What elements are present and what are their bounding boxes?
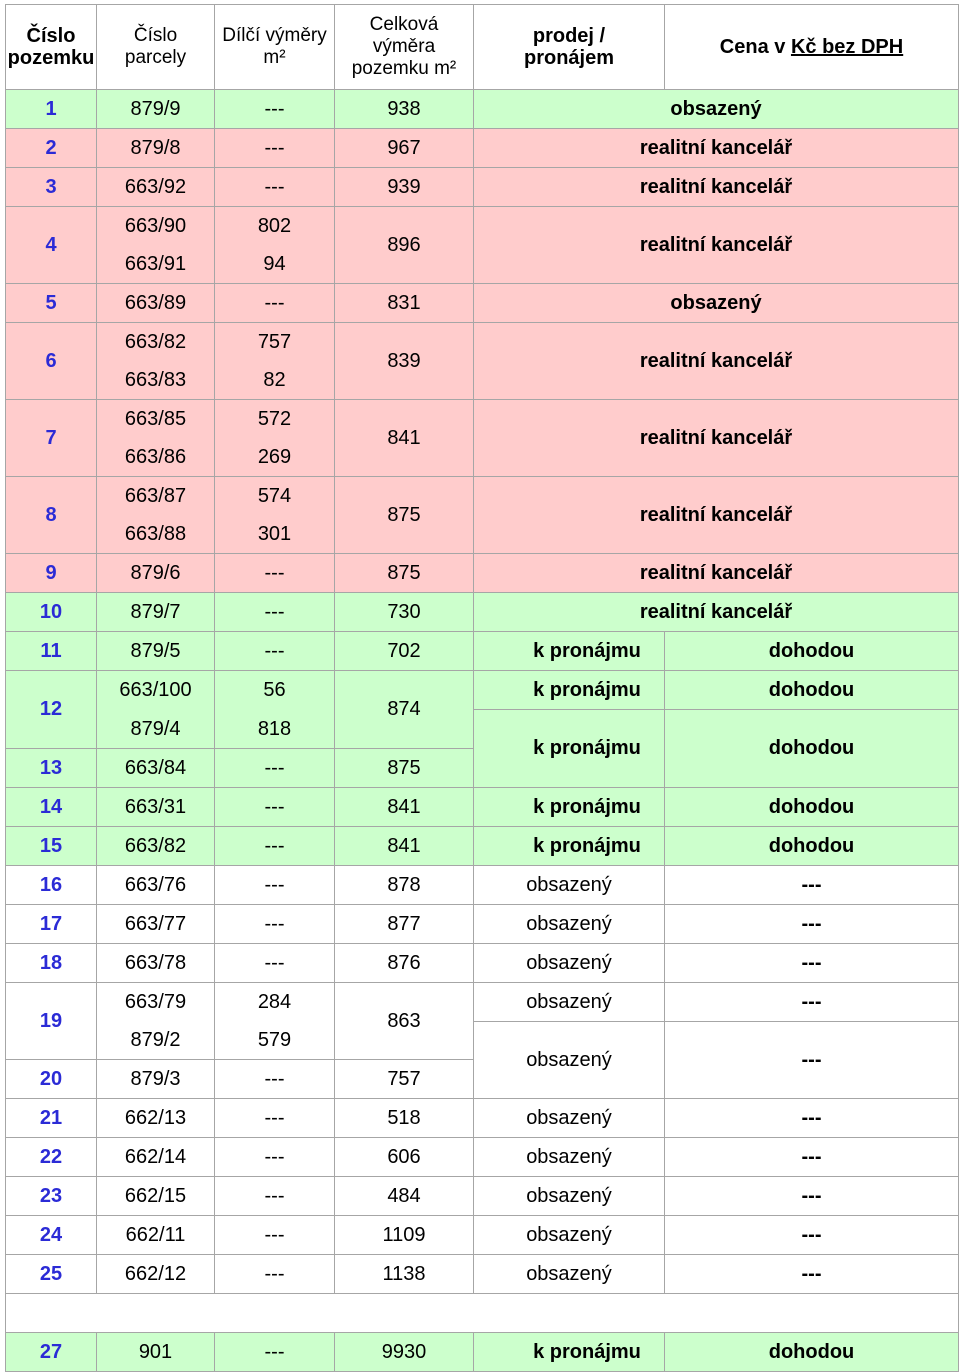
- gap-cell: [6, 1294, 959, 1333]
- table-row: [6, 129, 959, 168]
- pozemek-number: 1: [6, 90, 97, 129]
- partial-area: ---: [215, 1255, 335, 1294]
- price: ---: [665, 1021, 959, 1099]
- partial-area: 574: [215, 477, 335, 516]
- partial-area: 284: [215, 982, 335, 1021]
- pozemek-number: 24: [6, 1216, 97, 1255]
- price: ---: [665, 865, 959, 904]
- total-area: 874: [335, 671, 474, 749]
- header-row: [6, 5, 959, 90]
- partial-area: ---: [215, 1333, 335, 1372]
- price: dohodou: [665, 1333, 959, 1372]
- total-area: 730: [335, 593, 474, 632]
- total-area: 896: [335, 207, 474, 284]
- partial-area: ---: [215, 284, 335, 323]
- partial-area: ---: [215, 168, 335, 207]
- parcel-number: 879/2: [97, 1021, 215, 1060]
- table-row: [6, 943, 959, 982]
- total-area: 831: [335, 284, 474, 323]
- total-area: 841: [335, 400, 474, 477]
- pozemek-number: 13: [6, 748, 97, 787]
- status: realitní kancelář: [474, 323, 959, 400]
- total-area: 875: [335, 748, 474, 787]
- parcel-number: 662/15: [97, 1177, 215, 1216]
- pozemek-number: 11: [6, 632, 97, 671]
- partial-area: ---: [215, 129, 335, 168]
- partial-area: ---: [215, 1099, 335, 1138]
- total-area: 757: [335, 1060, 474, 1099]
- pozemek-number: 3: [6, 168, 97, 207]
- table-row: [6, 982, 959, 1021]
- total-area: 876: [335, 943, 474, 982]
- price: dohodou: [665, 787, 959, 826]
- partial-area: ---: [215, 1060, 335, 1099]
- partial-area: ---: [215, 554, 335, 593]
- header-cislo-parcely: Číslo parcely: [97, 5, 215, 90]
- table-row: [6, 865, 959, 904]
- pozemek-number: 20: [6, 1060, 97, 1099]
- table-row: [6, 1333, 959, 1372]
- parcel-number: 879/8: [97, 129, 215, 168]
- price: dohodou: [665, 710, 959, 788]
- parcel-number: 879/4: [97, 710, 215, 749]
- parcel-number: 879/6: [97, 554, 215, 593]
- total-area: 877: [335, 904, 474, 943]
- partial-area: 572: [215, 400, 335, 439]
- rental-mode: k pronájmu: [474, 632, 665, 671]
- partial-area: 757: [215, 323, 335, 362]
- pozemek-number: 23: [6, 1177, 97, 1216]
- pozemek-number: 21: [6, 1099, 97, 1138]
- rental-mode: obsazený: [474, 1255, 665, 1294]
- parcel-number: 663/89: [97, 284, 215, 323]
- table-row: [6, 1177, 959, 1216]
- status: obsazený: [474, 90, 959, 129]
- total-area: 967: [335, 129, 474, 168]
- status: realitní kancelář: [474, 207, 959, 284]
- parcel-number: 663/79: [97, 982, 215, 1021]
- table-row: [6, 168, 959, 207]
- partial-area: 818: [215, 710, 335, 749]
- parcel-number: 663/84: [97, 748, 215, 787]
- pozemek-number: 19: [6, 982, 97, 1060]
- pozemek-number: 18: [6, 943, 97, 982]
- rental-mode: k pronájmu: [474, 787, 665, 826]
- partial-area: ---: [215, 1216, 335, 1255]
- table-row: [6, 632, 959, 671]
- table-row: [6, 207, 959, 246]
- total-area: 1138: [335, 1255, 474, 1294]
- partial-area: 94: [215, 245, 335, 284]
- pozemek-number: 2: [6, 129, 97, 168]
- table-row: [6, 904, 959, 943]
- pozemek-number: 10: [6, 593, 97, 632]
- header-prodej-pronajem: prodej / pronájem: [474, 5, 665, 90]
- pozemek-number: 14: [6, 787, 97, 826]
- price: ---: [665, 943, 959, 982]
- row-gap: [6, 1294, 959, 1333]
- rental-mode: obsazený: [474, 904, 665, 943]
- parcel-number: 879/5: [97, 632, 215, 671]
- partial-area: 802: [215, 207, 335, 246]
- total-area: 839: [335, 323, 474, 400]
- rental-mode: obsazený: [474, 1177, 665, 1216]
- total-area: 841: [335, 826, 474, 865]
- table-row: [6, 90, 959, 129]
- total-area: 875: [335, 477, 474, 554]
- table-row: [6, 1099, 959, 1138]
- pozemek-number: 4: [6, 207, 97, 284]
- total-area: 939: [335, 168, 474, 207]
- status: realitní kancelář: [474, 168, 959, 207]
- pozemek-number: 9: [6, 554, 97, 593]
- parcel-number: 879/9: [97, 90, 215, 129]
- parcel-number: 663/31: [97, 787, 215, 826]
- parcel-number: 663/76: [97, 865, 215, 904]
- status: realitní kancelář: [474, 554, 959, 593]
- total-area: 1109: [335, 1216, 474, 1255]
- price: ---: [665, 1216, 959, 1255]
- table-row: [6, 671, 959, 710]
- table-row: [6, 1255, 959, 1294]
- header-cena: Cena v Kč bez DPH: [665, 5, 959, 90]
- partial-area: 56: [215, 671, 335, 710]
- parcel-number: 663/90: [97, 207, 215, 246]
- price: dohodou: [665, 671, 959, 710]
- total-area: 9930: [335, 1333, 474, 1372]
- total-area: 841: [335, 787, 474, 826]
- total-area: 938: [335, 90, 474, 129]
- partial-area: ---: [215, 865, 335, 904]
- price: ---: [665, 982, 959, 1021]
- parcel-number: 662/11: [97, 1216, 215, 1255]
- price: ---: [665, 904, 959, 943]
- price: ---: [665, 1255, 959, 1294]
- pozemek-number: 27: [6, 1333, 97, 1372]
- partial-area: ---: [215, 593, 335, 632]
- table-row: [6, 710, 959, 749]
- price: ---: [665, 1177, 959, 1216]
- parcel-table: [5, 4, 959, 1372]
- total-area: 484: [335, 1177, 474, 1216]
- status: realitní kancelář: [474, 129, 959, 168]
- partial-area: 301: [215, 515, 335, 554]
- parcel-number: 663/88: [97, 515, 215, 554]
- header-celkova-vymera: Celková výměra pozemku m²: [335, 5, 474, 90]
- status: realitní kancelář: [474, 400, 959, 477]
- total-area: 606: [335, 1138, 474, 1177]
- total-area: 518: [335, 1099, 474, 1138]
- table-row: [6, 400, 959, 439]
- partial-area: ---: [215, 943, 335, 982]
- parcel-number: 663/82: [97, 826, 215, 865]
- pozemek-number: 22: [6, 1138, 97, 1177]
- pozemek-number: 17: [6, 904, 97, 943]
- table-row: [6, 826, 959, 865]
- parcel-number: 662/13: [97, 1099, 215, 1138]
- status: realitní kancelář: [474, 593, 959, 632]
- total-area: 878: [335, 865, 474, 904]
- table-row: [6, 284, 959, 323]
- pozemek-number: 8: [6, 477, 97, 554]
- parcel-number: 663/85: [97, 400, 215, 439]
- parcel-number: 663/92: [97, 168, 215, 207]
- rental-mode: obsazený: [474, 943, 665, 982]
- parcel-number: 663/91: [97, 245, 215, 284]
- parcel-number: 662/14: [97, 1138, 215, 1177]
- partial-area: ---: [215, 1177, 335, 1216]
- rental-mode: k pronájmu: [474, 1333, 665, 1372]
- parcel-number: 879/3: [97, 1060, 215, 1099]
- pozemek-number: 25: [6, 1255, 97, 1294]
- partial-area: ---: [215, 748, 335, 787]
- rental-mode: obsazený: [474, 1021, 665, 1099]
- rental-mode: k pronájmu: [474, 710, 665, 788]
- table-row: [6, 1216, 959, 1255]
- partial-area: ---: [215, 90, 335, 129]
- partial-area: ---: [215, 826, 335, 865]
- rental-mode: k pronájmu: [474, 671, 665, 710]
- price: dohodou: [665, 826, 959, 865]
- price: dohodou: [665, 632, 959, 671]
- pozemek-number: 7: [6, 400, 97, 477]
- table-row: [6, 593, 959, 632]
- pozemek-number: 5: [6, 284, 97, 323]
- partial-area: 82: [215, 361, 335, 400]
- parcel-number: 879/7: [97, 593, 215, 632]
- parcel-number: 662/12: [97, 1255, 215, 1294]
- pozemek-number: 6: [6, 323, 97, 400]
- partial-area: 269: [215, 438, 335, 477]
- parcel-number: 663/86: [97, 438, 215, 477]
- table-row: [6, 323, 959, 362]
- rental-mode: obsazený: [474, 982, 665, 1021]
- table-row: [6, 1021, 959, 1060]
- rental-mode: obsazený: [474, 1099, 665, 1138]
- parcel-number: 901: [97, 1333, 215, 1372]
- pozemek-number: 16: [6, 865, 97, 904]
- parcel-number: 663/87: [97, 477, 215, 516]
- rental-mode: obsazený: [474, 1216, 665, 1255]
- price: ---: [665, 1099, 959, 1138]
- parcel-number: 663/82: [97, 323, 215, 362]
- header-dilci-vymery: Dílčí výměry m²: [215, 5, 335, 90]
- pozemek-number: 12: [6, 671, 97, 749]
- table-row: [6, 1138, 959, 1177]
- status: obsazený: [474, 284, 959, 323]
- parcel-number: 663/100: [97, 671, 215, 710]
- partial-area: ---: [215, 904, 335, 943]
- rental-mode: k pronájmu: [474, 826, 665, 865]
- header-cislo-pozemku: Číslo pozemku: [6, 5, 97, 90]
- rental-mode: obsazený: [474, 1138, 665, 1177]
- parcel-number: 663/77: [97, 904, 215, 943]
- table-row: [6, 477, 959, 516]
- partial-area: ---: [215, 632, 335, 671]
- pozemek-number: 15: [6, 826, 97, 865]
- parcel-number: 663/78: [97, 943, 215, 982]
- partial-area: 579: [215, 1021, 335, 1060]
- table-row: [6, 554, 959, 593]
- total-area: 702: [335, 632, 474, 671]
- total-area: 863: [335, 982, 474, 1060]
- partial-area: ---: [215, 787, 335, 826]
- status: realitní kancelář: [474, 477, 959, 554]
- partial-area: ---: [215, 1138, 335, 1177]
- parcel-number: 663/83: [97, 361, 215, 400]
- table-row: [6, 787, 959, 826]
- price: ---: [665, 1138, 959, 1177]
- rental-mode: obsazený: [474, 865, 665, 904]
- total-area: 875: [335, 554, 474, 593]
